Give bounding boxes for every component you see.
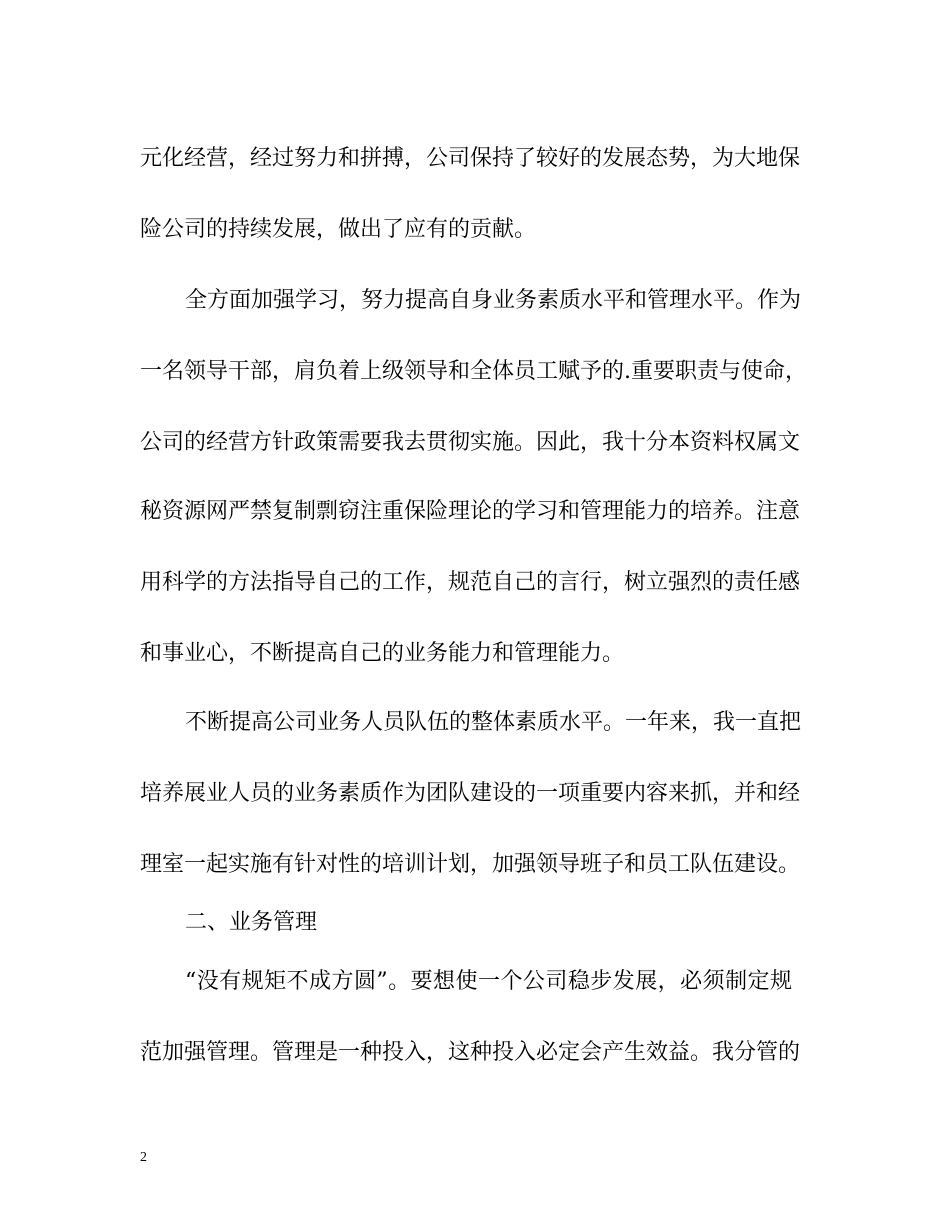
text-line-6: 秘资源网严禁复制剽窃注重保险理论的学习和管理能力的培养。注意 — [140, 499, 801, 524]
text-line-8: 和事业心，不断提高自己的业务能力和管理能力。 — [140, 641, 625, 666]
text-line-14: 范加强管理。管理是一种投入，这种投入必定会产生效益。我分管的 — [140, 1040, 801, 1065]
text-line-13: “没有规矩不成方圆”。要想使一个公司稳步发展，必须制定规 — [185, 969, 792, 994]
text-line-11: 理室一起实施有针对性的培训计划，加强领导班子和员工队伍建设。 — [140, 852, 801, 877]
text-line-4: 一名领导干部，肩负着上级领导和全体员工赋予的.重要职责与使命， — [140, 359, 807, 384]
text-line-9: 不断提高公司业务人员队伍的整体素质水平。一年来，我一直把 — [185, 710, 802, 735]
page-number: 2 — [140, 1150, 147, 1165]
section-heading: 二、业务管理 — [185, 910, 318, 935]
text-line-5: 公司的经营方针政策需要我去贯彻实施。因此，我十分本资料权属文 — [140, 430, 801, 455]
text-line-7: 用科学的方法指导自己的工作，规范自己的言行，树立强烈的责任感 — [140, 570, 801, 595]
text-line-3: 全方面加强学习，努力提高自身业务素质水平和管理水平。作为 — [185, 288, 802, 313]
text-line-10: 培养展业人员的业务素质作为团队建设的一项重要内容来抓，并和经 — [140, 781, 801, 806]
text-line-2: 险公司的持续发展，做出了应有的贡献。 — [140, 217, 537, 242]
text-line-1: 元化经营，经过努力和拼搏，公司保持了较好的发展态势，为大地保 — [140, 146, 801, 171]
